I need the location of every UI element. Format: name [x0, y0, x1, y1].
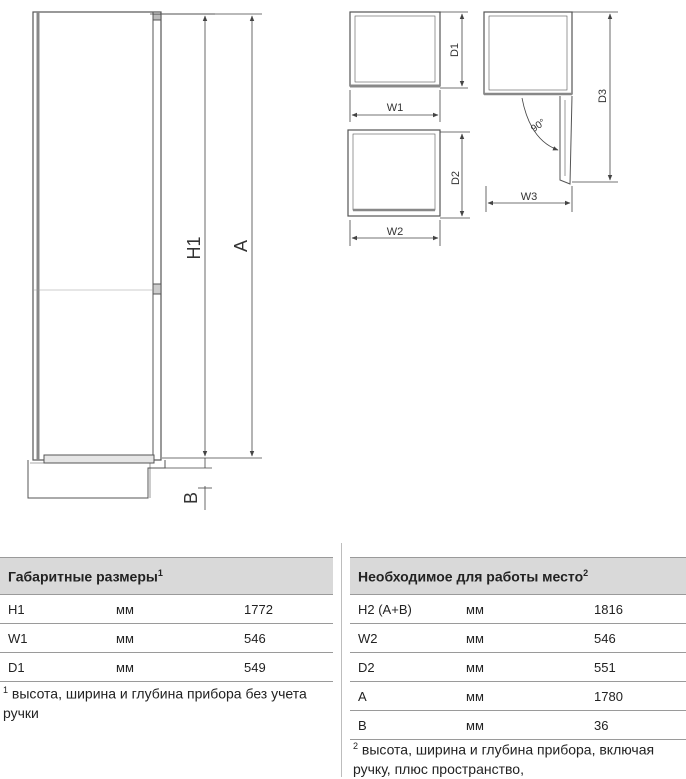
- label-W3: W3: [520, 191, 538, 203]
- label-D1: D1: [449, 42, 461, 58]
- table-row: H2 (A+B) мм 1816: [350, 595, 686, 624]
- label-W2: W2: [386, 226, 404, 238]
- column-divider: [341, 543, 342, 777]
- table-row: B мм 36: [350, 711, 686, 740]
- table-row: A мм 1780: [350, 682, 686, 711]
- label-angle: 90°: [529, 117, 548, 135]
- top-view-1: [350, 12, 440, 86]
- label-A: A: [231, 239, 251, 253]
- top-view-2: [348, 130, 440, 216]
- fridge-front-view: [28, 12, 165, 498]
- label-B: B: [181, 491, 201, 505]
- overall-dimensions-table: [0, 557, 333, 682]
- table-row: D1 мм 549: [0, 653, 333, 682]
- required-space-title: Необходимое для работы место$^2$: [350, 558, 686, 595]
- table-row: H1 мм 1772: [0, 595, 333, 624]
- label-W1: W1: [386, 102, 404, 114]
- overall-dimensions-title: Габаритные размеры$^1$: [0, 558, 333, 595]
- footnote-1: $^1$ высота, ширина и глубина прибора без учета ручки: [3, 685, 307, 721]
- label-D2: D2: [450, 170, 462, 186]
- label-D3: D3: [597, 88, 609, 104]
- required-space-table: [350, 557, 686, 740]
- footnote-2: $^2$ высота, ширина и глубина прибора, включая ручку, плюс пространство,: [353, 741, 655, 777]
- table-row: W2 мм 546: [350, 624, 686, 653]
- label-H1: H1: [184, 236, 204, 260]
- top-view-door-open: [484, 12, 572, 184]
- table-row: D2 мм 551: [350, 653, 686, 682]
- table-row: W1 мм 546: [0, 624, 333, 653]
